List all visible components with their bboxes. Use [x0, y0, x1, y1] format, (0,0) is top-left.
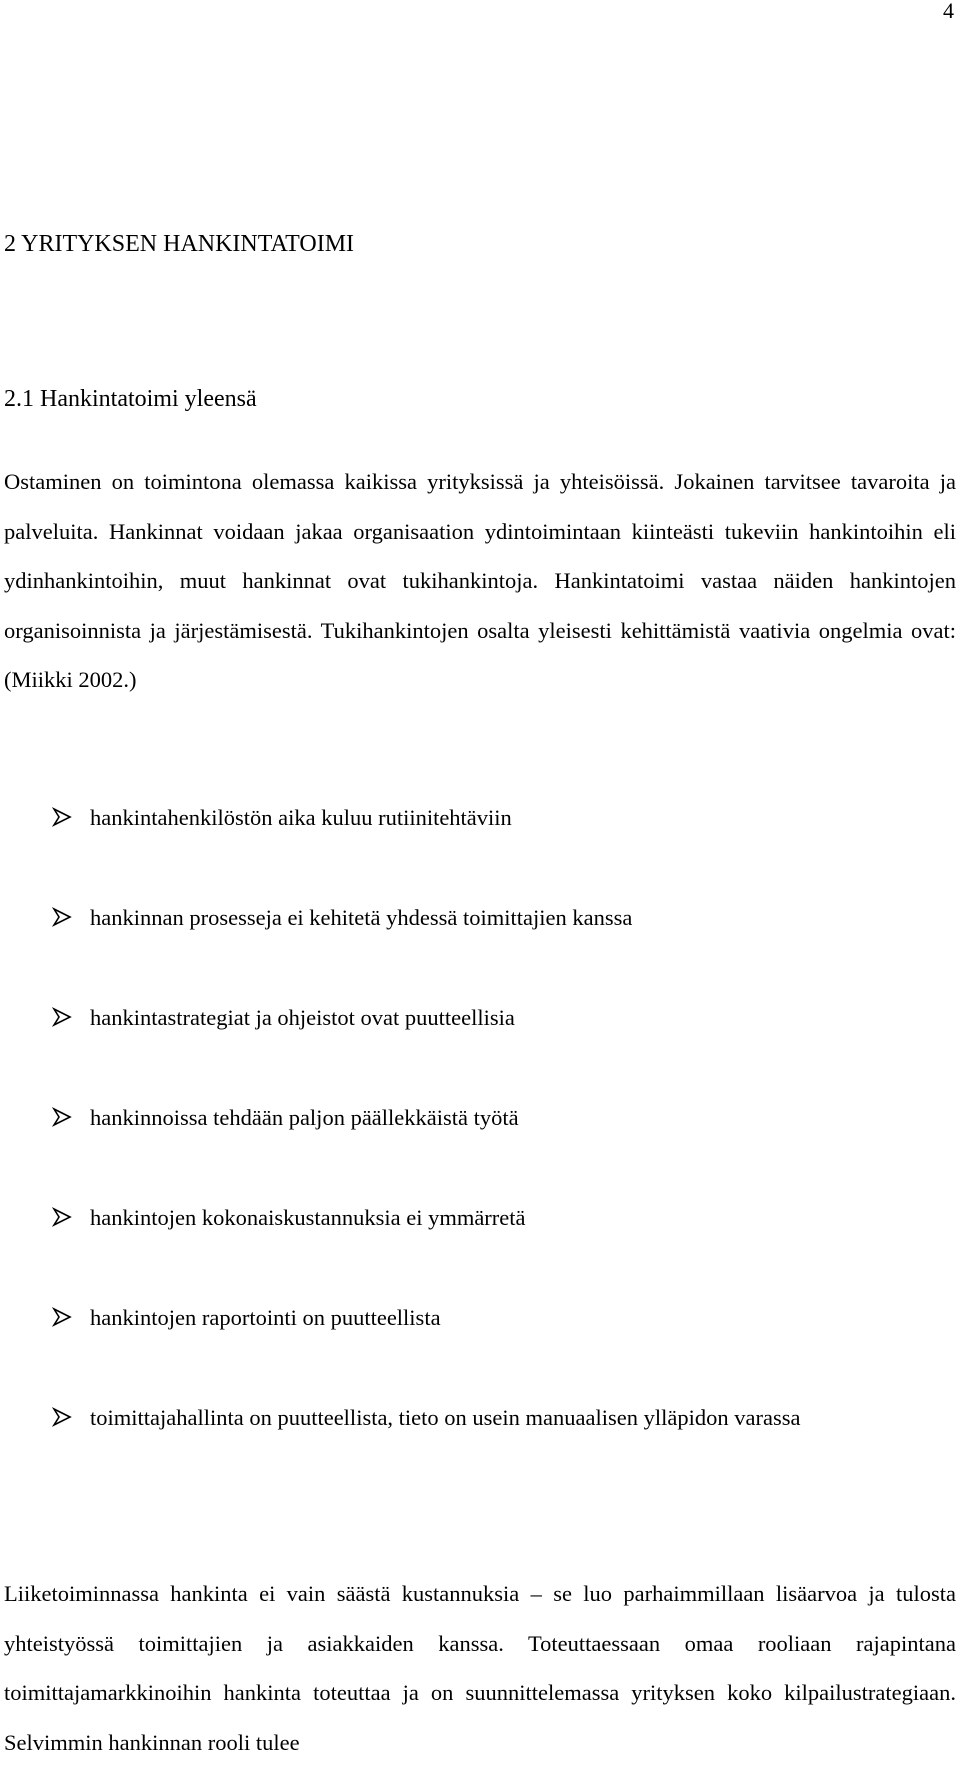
arrowhead-bullet-icon	[52, 1093, 72, 1143]
arrowhead-bullet-icon	[52, 1193, 72, 1243]
list-item-text: hankintojen kokonaiskustannuksia ei ymmärretä	[90, 1205, 526, 1230]
arrowhead-bullet-icon	[52, 793, 72, 843]
arrowhead-bullet-icon	[52, 1293, 72, 1343]
arrowhead-bullet-icon	[52, 1393, 72, 1443]
arrowhead-bullet-icon	[52, 893, 72, 943]
list-item-text: hankintahenkilöstön aika kuluu rutiinitehtäviin	[90, 805, 512, 830]
list-item-text: hankintojen raportointi on puutteellista	[90, 1305, 441, 1330]
chapter-heading: 2 YRITYKSEN HANKINTATOIMI	[4, 231, 355, 257]
list-item	[0, 1193, 960, 1243]
list-item	[0, 1093, 960, 1143]
body-paragraph-intro: Ostaminen on toimintona olemassa kaikissa yrityksissä ja yhteisöissä. Jokainen tarvitsee tavaroita ja palveluita. Hankinnat voidaan jakaa organisaation ydintoimintaan kiinteästi tukeviin hankintoihin eli ydinhankintoihin, muut hankinnat ovat tukihankintoja. Hankintatoimi vastaa näiden hankintojen organisoinnista ja järjestämisestä. Tukihankintojen osalta yleisesti kehittämistä vaativia ongelmia ovat: (Miikki 2002.)	[4, 469, 956, 692]
page-number: 4	[943, 0, 954, 23]
list-item	[0, 1293, 960, 1343]
section-heading: 2.1 Hankintatoimi yleensä	[4, 386, 257, 412]
problem-list	[0, 793, 960, 1493]
list-item	[0, 793, 960, 843]
list-item-text: hankinnan prosesseja ei kehitetä yhdessä toimittajien kanssa	[90, 905, 633, 930]
list-item-text: hankintastrategiat ja ohjeistot ovat puutteellisia	[90, 1005, 515, 1030]
list-item-text: hankinnoissa tehdään paljon päällekkäistä työtä	[90, 1105, 519, 1130]
arrowhead-bullet-icon	[52, 993, 72, 1043]
list-item	[0, 1393, 960, 1443]
list-item	[0, 993, 960, 1043]
list-item-text: toimittajahallinta on puutteellista, tieto on usein manuaalisen ylläpidon varassa	[90, 1405, 801, 1430]
body-paragraph-business: Liiketoiminnassa hankinta ei vain säästä kustannuksia – se luo parhaimmillaan lisäarvoa ja tulosta yhteistyössä toimittajien ja asiakkaiden kanssa. Toteuttaessaan omaa rooliaan rajapintana toimittajamarkkinoihin hankinta toteuttaa ja on suunnittelemassa yrityksen koko kilpailustrategiaan. Selvimmin hankinnan rooli tulee	[4, 1581, 956, 1755]
list-item	[0, 893, 960, 943]
